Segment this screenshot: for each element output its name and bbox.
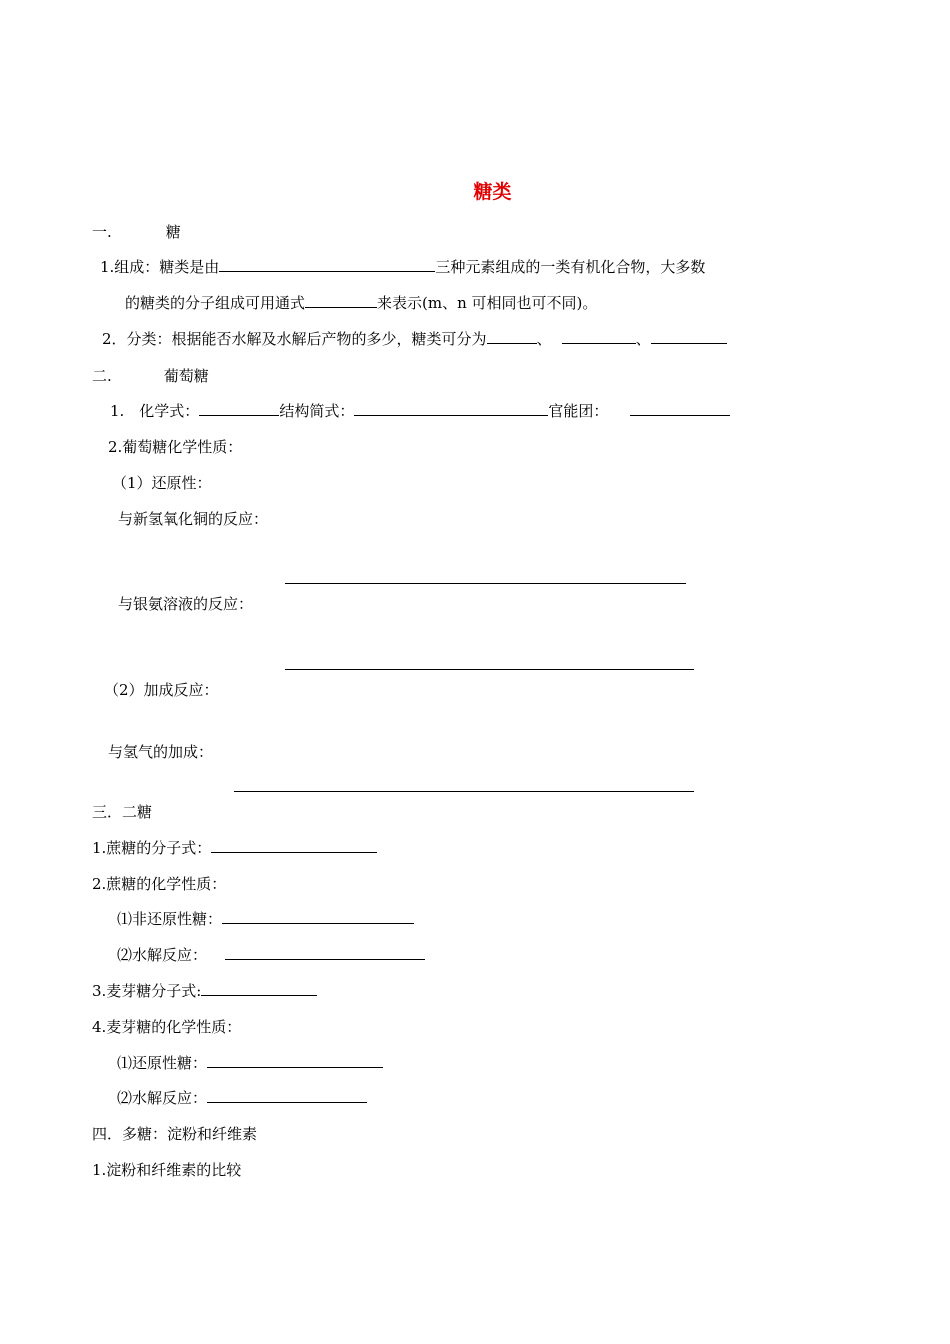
- section-2-heading: [92, 366, 209, 386]
- reducibility-label: （1）还原性：: [112, 474, 212, 492]
- functional-group-label: 官能团：: [548, 402, 609, 420]
- maltose-formula-line: [92, 981, 317, 1001]
- maltose-hydrolysis-blank[interactable]: [207, 1088, 367, 1103]
- page-title: 糖类: [473, 181, 512, 203]
- maltose-reducing-line: [117, 1053, 383, 1073]
- composition-label: 1.组成：糖类是由: [100, 258, 220, 276]
- sucrose-nonreducing-line: [117, 909, 414, 929]
- reducing-blank[interactable]: [207, 1053, 383, 1068]
- reducing-label: ⑴还原性糖：: [117, 1054, 208, 1072]
- formula-text: 来表示(m、n 可相同也可不同)。: [377, 294, 598, 312]
- chem-formula-label: 1. 化学式：: [110, 402, 200, 420]
- glucose-formula-line: [110, 401, 730, 421]
- silver-reaction-label: 与银氨溶液的反应：: [118, 595, 254, 613]
- section-1-title: 糖: [165, 223, 181, 241]
- hydrogen-addition-answer-line[interactable]: [234, 791, 694, 792]
- maltose-hydrolysis-line: [117, 1088, 367, 1108]
- sucrose-formula-line: [92, 838, 377, 858]
- silver-reaction-answer-line[interactable]: [285, 669, 694, 670]
- composition-text: 三种元素组成的一类有机化合物，大多数: [435, 258, 706, 276]
- nonreducing-label: ⑴非还原性糖：: [117, 910, 223, 928]
- addition-reaction-label: （2）加成反应：: [104, 681, 219, 699]
- formula-label: 的糖类的分子组成可用通式: [125, 294, 306, 312]
- formula-line: [125, 293, 597, 313]
- maltose-formula-label: 3.麦芽糖分子式:: [92, 982, 202, 1000]
- nonreducing-blank[interactable]: [222, 909, 414, 924]
- elements-blank[interactable]: [219, 257, 435, 272]
- structure-blank[interactable]: [354, 401, 548, 416]
- classification-line: [102, 329, 727, 349]
- glucose-properties: 2.葡萄糖化学性质：: [108, 438, 243, 456]
- section-1-number: 一.: [92, 223, 112, 241]
- class-blank-1[interactable]: [487, 329, 537, 344]
- section-1-heading: [92, 222, 181, 242]
- sucrose-properties: 2.蔗糖的化学性质：: [92, 875, 227, 893]
- maltose-hydrolysis-label: ⑵水解反应：: [117, 1089, 208, 1107]
- structure-label: 结构简式：: [279, 402, 355, 420]
- class-blank-2[interactable]: [562, 329, 636, 344]
- maltose-properties: 4.麦芽糖的化学性质：: [92, 1018, 242, 1036]
- functional-group-blank[interactable]: [630, 401, 730, 416]
- sucrose-hydrolysis-blank[interactable]: [225, 945, 425, 960]
- classification-label: 2．分类：根据能否水解及水解后产物的多少，糖类可分为: [102, 330, 487, 348]
- maltose-formula-blank[interactable]: [201, 981, 317, 996]
- cuoh-reaction-label: 与新氢氧化铜的反应：: [118, 510, 269, 528]
- class-blank-3[interactable]: [651, 329, 727, 344]
- sucrose-formula-blank[interactable]: [211, 838, 377, 853]
- sucrose-formula-label: 1.蔗糖的分子式：: [92, 839, 212, 857]
- chem-formula-blank[interactable]: [199, 401, 279, 416]
- hydrogen-addition-label: 与氢气的加成：: [108, 743, 214, 761]
- section-2-title: 葡萄糖: [163, 367, 209, 385]
- composition-line: [100, 257, 705, 277]
- section-2-number: 二.: [92, 367, 112, 385]
- section-4-heading: 四．多糖：淀粉和纤维素: [92, 1125, 258, 1143]
- sucrose-hydrolysis-label: ⑵水解反应：: [117, 946, 208, 964]
- starch-cellulose-comparison: 1.淀粉和纤维素的比较: [92, 1161, 242, 1179]
- sucrose-hydrolysis-line: [117, 945, 425, 965]
- section-3-heading: 三．二糖: [92, 803, 153, 821]
- separator: 、: [536, 330, 552, 348]
- cuoh-reaction-answer-line[interactable]: [285, 583, 686, 584]
- separator: 、: [635, 330, 651, 348]
- formula-blank[interactable]: [305, 293, 377, 308]
